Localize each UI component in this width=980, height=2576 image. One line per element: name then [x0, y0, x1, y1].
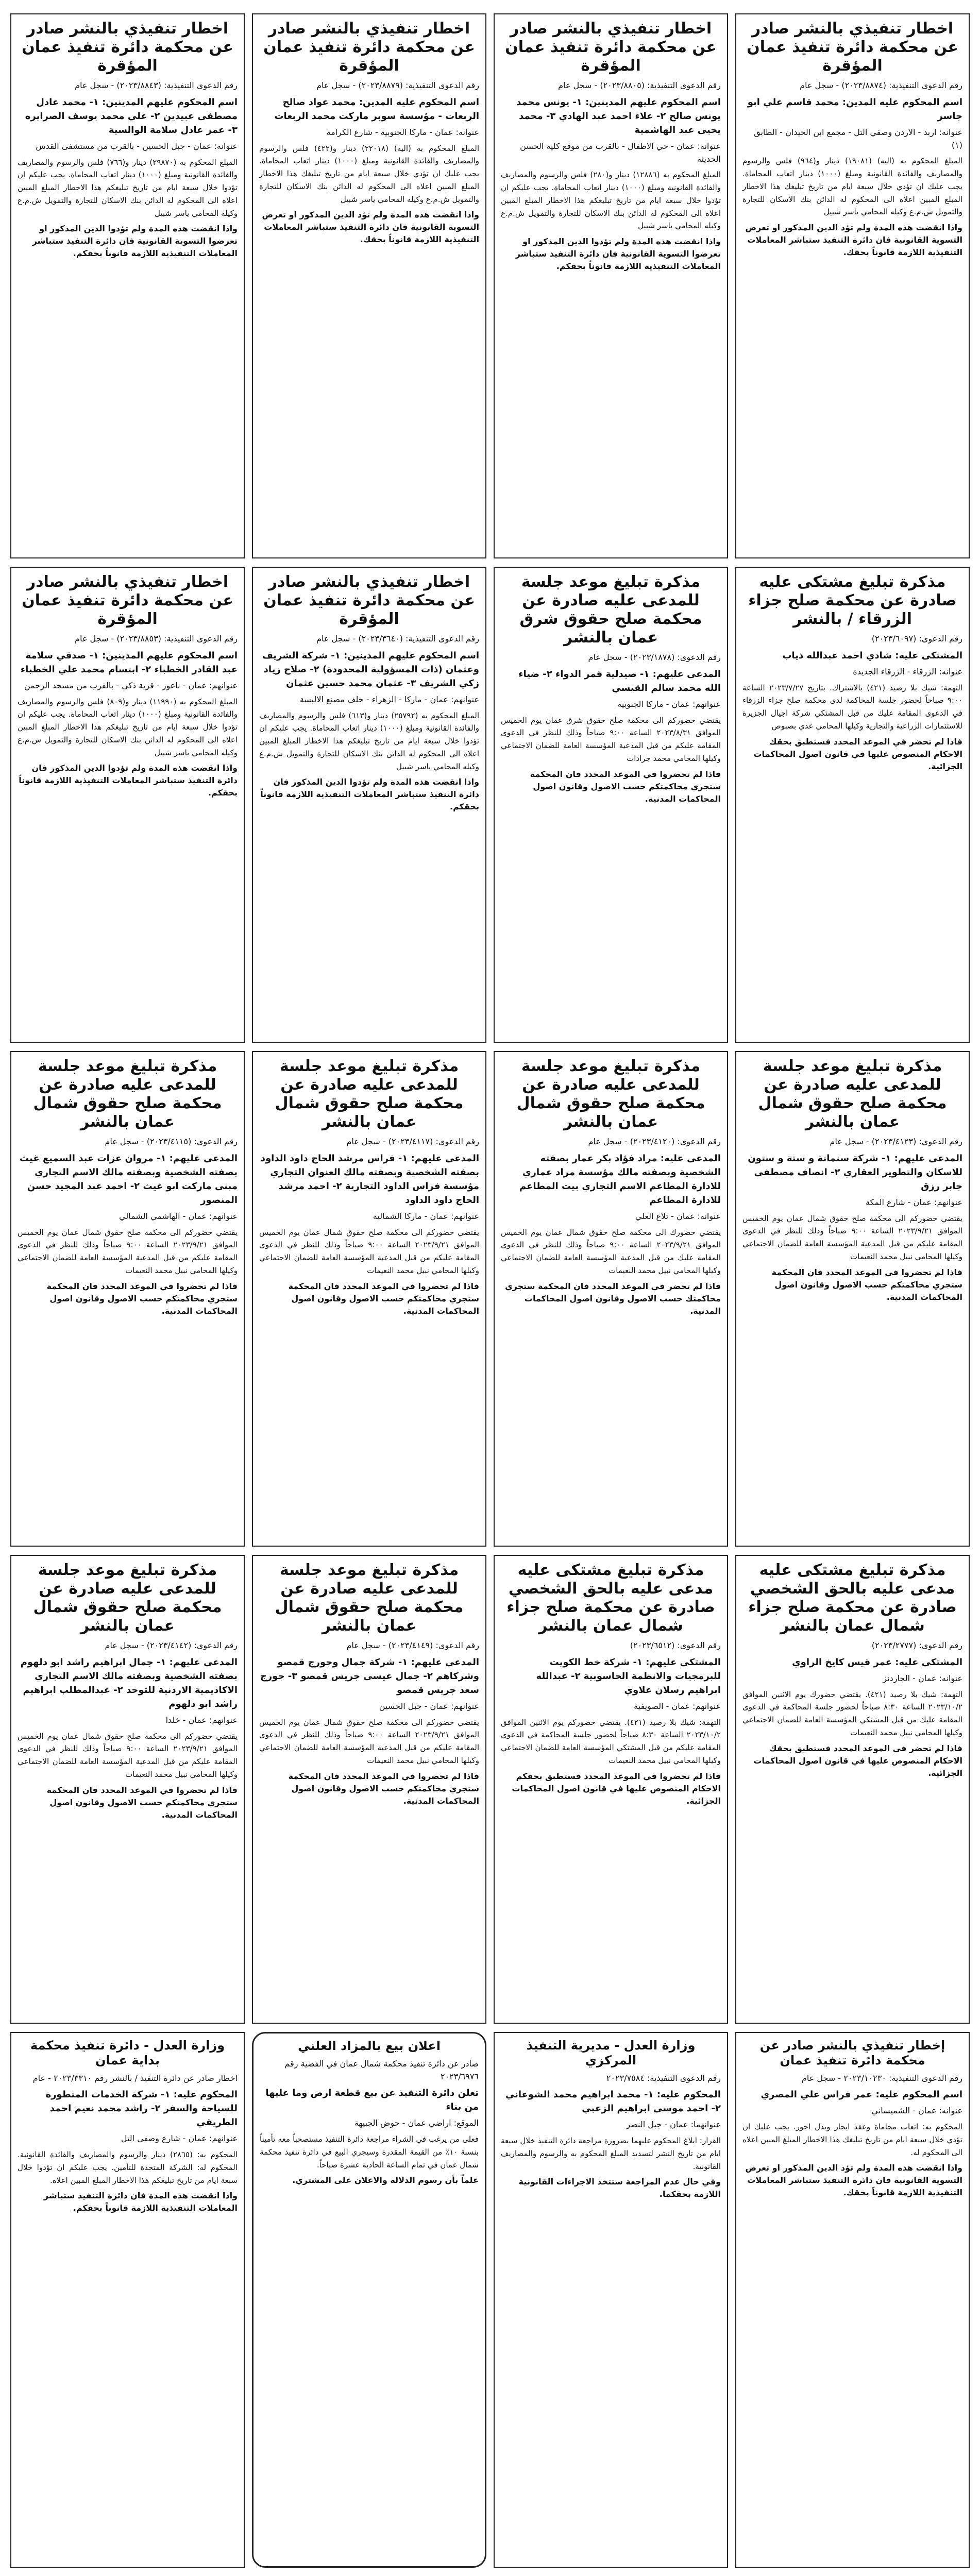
party-names: المدعى عليهم: ١- جمال ابراهيم راشد ابو دلهوم بصفته الشخصية وبصفته مالك الاسم التجاري الاكاديمية الاردنية للتوحد ٢- عبدالمطلب ابراهيم راشد ابو دلهوم [20, 1656, 238, 1709]
notice-card [735, 1555, 970, 2024]
notice-card [494, 13, 728, 558]
notices-row-2 [10, 567, 970, 1043]
case-number: صادر عن دائرة تنفيذ محكمة شمال عمان في القضية رقم ٢٠٢٣/٦٩٧٦ [284, 2058, 479, 2081]
notice-footer: فاذا لم تحضر في الموعد المحدد فان المحكمة ستجري محاكمتك حسب الاصول وقانون اصول المحاكمات المدنية. [505, 1281, 721, 1316]
notice-title: وزارة العدل - دائرة تنفيذ محكمة بداية عمان [30, 2038, 225, 2067]
notice-card [10, 2032, 245, 2568]
notice-footer: واذا انقضت هذه المدة ولم تؤدوا الدين المذكور فان دائرة التنفيذ ستباشر المعاملات التنفيذية اللازمة قانوناً بحقكم. [19, 763, 238, 798]
notice-title: اخطار تنفيذي بالنشر صادر عن محكمة دائرة تنفيذ عمان المؤقرة [22, 573, 233, 628]
party-address: عنوانهم: عمان - ناعور - قرية ذكي - بالقرب من مسجد الرحمن [24, 680, 238, 690]
notice-title: اخطار تنفيذي بالنشر صادر عن محكمة دائرة تنفيذ عمان المؤقرة [505, 20, 717, 75]
party-address: عنوانهم: عمان - خلدا [165, 1715, 238, 1725]
case-number: رقم الدعوى: (٢٠٢٣/١٨٧٨) - سجل عام [588, 652, 721, 662]
notice-footer: واذا انقضت هذه المدة ولم تؤدوا الدين المذكور او تعرضوا التسوية القانونية فان دائرة التنفيذ ستباشر المعاملات التنفيذية اللازمة قانوناً بحقكم. [515, 236, 721, 272]
case-number: رقم الدعوى: (٢٠٢٣/٤١١٥) - سجل عام [105, 1137, 238, 1146]
case-number: رقم الدعوى التنفيذية: (٢٠٢٣/٨٨٥٣) - سجل عام [75, 634, 238, 643]
case-number: رقم الدعوى التنفيذية: (٢٠٢٣/٨٨٤٣) - سجل عام [75, 80, 238, 90]
party-address: عنوانهم: عمان - ماركا - الزهراء - خلف مصنع الالبسة [299, 694, 479, 704]
notice-title: مذكرة تبليغ موعد جلسة للمدعى عليه صادرة عن محكمة صلح حقوق شرق عمان بالنشر [519, 573, 702, 647]
party-names: اسم المحكوم عليهم المدينين: ١- محمد عادل مصطفى عبيدين ٢- علي محمد يوسف الصرايره ٣- عمر عادل سلامة الوالسية [25, 96, 238, 135]
notice-footer: علماً بأن رسوم الدلالة والاعلان على المشتري. [292, 2175, 479, 2185]
notice-card [494, 2032, 728, 2568]
notice-body: المحكوم به: اتعاب محاماة وعقد ايجار وبدل اجور. يجب عليك ان تؤدي خلال سبعة ايام من تاريخ تبليغك هذا الاخطار المبلغ المبين اعلاه الى المحكوم له. [742, 2122, 962, 2157]
notice-footer: فاذا لم تحضروا في الموعد المحدد فان المحكمة ستجري محاكمتكم حسب الاصول وقانون اصول المحاكمات المدنية. [771, 1267, 962, 1302]
party-names: المحكوم عليه: ١- محمد ابراهيم محمد الشوعاني ٢- احمد موسى ابراهيم الزعبي [505, 2089, 721, 2114]
case-number: رقم الدعوى: (٢٠٢٣/٤١٤٢) - سجل عام [105, 1640, 238, 1650]
party-names: اسم المحكوم عليهم المدينين: ١- صدقي سلامة عبد القادر الخطباء ٢- ابتسام محمد علي الخطباء [20, 650, 238, 675]
case-number: رقم الدعوى: (٢٠٢٣/٢٧٧٧) [871, 1640, 962, 1650]
party-address: عنوانهما: عمان - جبل النصر [626, 2120, 721, 2130]
notice-card [10, 1555, 245, 2024]
case-number: رقم الدعوى التنفيذية: ٢٠٢٣/٧٥٨٤ [606, 2073, 721, 2083]
notice-body: فعلى من يرغب في الشراء مراجعة دائرة التنفيذ مستصحباً معه تأميناً بنسبة ١٠٪ من القيمة المقدرة وسيجري البيع في دائرة تنفيذ محكمة شمال عمان في تمام الساعة الحادية عشرة صباحاً. [260, 2134, 479, 2170]
notice-title: مذكرة تبليغ موعد جلسة للمدعى عليه صادرة عن محكمة صلح حقوق شمال عمان بالنشر [516, 1057, 705, 1131]
case-number: رقم الدعوى: (٢٠٢٣/٦٥١٢) [630, 1640, 721, 1650]
notice-footer: واذا انقضت هذه المدة ولم تؤد الدين المذكور او تعرض التسوية القانونية فان دائرة التنفيذ ستباشر المعاملات التنفيذية اللازمة قانوناً بحقك. [262, 210, 479, 245]
party-address: عنوانه: اربد - الاردن وصفي التل - مجمع ابن الحيدان - الطابق (١) [754, 127, 962, 150]
newspaper-page [10, 13, 970, 2576]
notice-title: مذكرة تبليغ موعد جلسة للمدعى عليه صادرة عن محكمة صلح حقوق شمال عمان بالنشر [275, 1057, 464, 1131]
party-address: عنوانهم: عمان - شارع المكة [865, 1197, 962, 1207]
notice-body: المبلغ المحكوم به (١٢٨٨٦) دينار و(٢٨٠) فلس والرسوم والمصاريف والفائدة القانونية ومبلغ (١٠٠٠) دينار اتعاب المحاماة. يجب عليكم ان تؤدوا خلال سبعة ايام من تاريخ تبليغكم هذا الاخطار المبلغ المبين اعلاه الى المحكوم له الدائن بنك الاسكان للتجارة والتمويل ش.م.ع وكيله المحامي ياسر شبيل [501, 170, 721, 231]
notice-body: يقتضي حضوركم الى محكمة صلح حقوق شمال عمان يوم الخميس الموافق ٢٠٢٣/٩/٢١ الساعة ٩:٠٠ صباحاً وذلك للنظر في الدعوى المقامة عليكم من قبل المدعية المؤسسة العامة للضمان الاجتماعي وكيلها المحامي نبيل محمد النعيمات [742, 1213, 962, 1261]
notice-footer: واذا انقضت هذه المدة فان دائرة التنفيذ ستباشر المعاملات التنفيذية اللازمة قانوناً بحقكم. [43, 2191, 238, 2213]
notice-footer: فاذا لم تحضر في الموعد المحدد فستطبق بحقك الاحكام المنصوص عليها في قانون اصول المحاكمات الجزائية. [753, 1743, 962, 1778]
notice-title: مذكرة تبليغ موعد جلسة للمدعى عليه صادرة عن محكمة صلح حقوق شمال عمان بالنشر [33, 1057, 222, 1131]
party-names: اسم المحكوم عليه المدين: محمد عواد صالح الربعات - مؤسسة سوبر ماركت محمد الربعات [274, 96, 479, 122]
notice-title: مذكرة تبليغ مشتكى عليه مدعى عليه بالحق الشخصي صادرة عن محكمة صلح جزاء شمال عمان بالنشر [506, 1561, 715, 1635]
notice-body: القرار: ابلاغ المحكوم عليهما بضرورة مراجعة دائرة التنفيذ خلال سبعة ايام من تاريخ النشر لتسديد المبلغ المحكوم به والرسوم والمصاريف القانونية. [501, 2136, 721, 2171]
party-names: المدعى عليهم: ١- فراس مرشد الحاج داود الداود بصفته الشخصية وبصفته مالك العنوان التجاري مؤسسة فراس الداود التجارية ٢- احمد مرشد الحاج داود الداود [260, 1153, 479, 1206]
auction-notice-card [252, 2032, 486, 2568]
notice-body: المبلغ المحكوم به (اليه) (١٩٠٨١) دينار و(٩٦٤) فلس والرسوم والمصاريف والفائدة القانونية ومبلغ (١٠٠٠) دينار اتعاب المحاماة. يجب عليك ان تؤدي خلال سبعة ايام من تاريخ تبليغك هذا الاخطار المبلغ المبين اعلاه الى المحكوم له الدائن بنك الاسكان للتجارة والتمويل ش.م.ع وكيله المحامي ياسر شبيل [742, 156, 963, 217]
notices-row-4 [10, 1555, 970, 2024]
party-names: المشتكى عليه: شادي احمد عبدالله ذياب [782, 650, 962, 661]
party-names: اسم المحكوم عليهم المدينين: ١- شركة الشريف وعثمان (ذات المسؤولية المحدودة) ٢- صلاح زياد زكي الشريف ٣- عثمان محمد حسين عثمان [262, 650, 479, 689]
notice-title: مذكرة تبليغ مشتكى عليه مدعى عليه بالحق الشخصي صادرة عن محكمة صلح جزاء شمال عمان بالنشر [748, 1561, 957, 1635]
party-names: المدعى عليهم: ١- مروان عزات عبد السميع غيث بصفته الشخصية وبصفته مالك الاسم التجاري مبنى ماركت ابو غيث ٢- احمد عبد المجيد حسن المنصور [20, 1153, 238, 1206]
party-address: عنوانه: عمان - حي الاطفال - بالقرب من موقع كلية الحسن الحديثة [520, 141, 721, 164]
notice-body: المبلغ المحكوم به (١١٩٩٠) دينار و(٨٠٩) فلس والرسوم والمصاريف والفائدة القانونية ومبلغ (١٠٠٠) دينار اتعاب المحاماة. يجب عليكم ان تؤدوا خلال سبعة ايام من تاريخ تبليغكم هذا الاخطار المبلغ المبين اعلاه الى المحكوم له الدائن بنك الاسكان للتجارة والتمويل ش.م.ع وكيله المحامي ياسر شبيل [18, 697, 238, 757]
notice-body: المبلغ المحكوم به (٢٩٨٧٠) دينار و(٧٦٦) فلس والرسوم والمصاريف والفائدة القانونية ومبلغ (١٠٠٠) دينار اتعاب المحاماة. يجب عليكم ان تؤدوا خلال سبعة ايام من تاريخ تبليغكم هذا الاخطار المبلغ المبين اعلاه الى المحكوم له الدائن بنك الاسكان للتجارة والتمويل ش.م.ع وكيله المحامي ياسر شبيل [18, 157, 238, 218]
party-address: عنوانهم: عمان - شارع وصفي التل [121, 2133, 238, 2144]
party-address: عنوانهم: عمان - جبل الحسين [379, 1701, 479, 1711]
notice-footer: فاذا لم تحضروا في الموعد المحدد فان المحكمة ستجري محاكمتكم حسب الاصول وقانون اصول المحاكمات المدنية. [46, 1785, 238, 1820]
party-names: المدعى عليهم: ١- شركة سنمانة و ستة و ستون للاسكان والتطوير العقاري ٢- انصاف مصطفى جابر رزق [748, 1153, 962, 1192]
party-names: اسم المحكوم عليهم المدينين: ١- يونس محمد يونس صالح ٢- علاء احمد عبد الهادي ٣- محمد يحيى عبد الهاشمية [516, 96, 721, 135]
notice-title: مذكرة تبليغ موعد جلسة للمدعى عليه صادرة عن محكمة صلح حقوق شمال عمان بالنشر [275, 1561, 464, 1635]
party-address: عنوانه: الزرقاء - الزرقاء الجديدة [853, 666, 962, 676]
notice-footer: واذا انقضت هذه المدة ولم تؤدوا الدين المذكور او تعرضوا التسوية القانونية فان دائرة التنفيذ ستباشر المعاملات التنفيذية اللازمة قانوناً بحقكم. [32, 224, 238, 259]
notice-footer: فاذا لم تحضروا في الموعد المحدد فان المحكمة ستجري محاكمتكم حسب الاصول وقانون اصول المحاكمات المدنية. [530, 769, 721, 804]
party-address: عنوانه: عمان - الشميساني [871, 2106, 962, 2116]
case-number: رقم الدعوى: (٢٠٢٣/٦٠٩٧) [871, 634, 962, 643]
notice-card [10, 1051, 245, 1547]
notice-title: إخطار تنفيذي بالنشر صادر عن محكمة دائرة تنفيذ عمان [759, 2038, 945, 2067]
case-number: رقم الدعوى التنفيذية: ٢٠٢٣/١٠٢٣٠ - سجل عام [801, 2073, 962, 2083]
notice-body: يقتضي حضوركم الى محكمة صلح حقوق شمال عمان يوم الخميس الموافق ٢٠٢٣/٩/٢١ الساعة ٩:٠٠ صباحاً وذلك للنظر في الدعوى المقامة عليكم من قبل المدعية المؤسسة العامة للضمان الاجتماعي وكيلها المحامي نبيل محمد النعيمات [18, 1731, 238, 1779]
notice-footer: فاذا لم تحضروا في الموعد المحدد فان المحكمة ستجري محاكمتكم حسب الاصول وقانون اصول المحاكمات المدنية. [288, 1771, 479, 1806]
party-address: عنوانهم: عمان - ماركا الجنوبية [617, 699, 721, 709]
notices-row-3 [10, 1051, 970, 1547]
party-names: المدعى عليهم: ١- صيدلية قمر الدواء ٢- ضياء الله محمد سالم القيسي [518, 668, 721, 693]
notice-card [735, 1051, 970, 1547]
notice-card [252, 13, 486, 558]
notice-body: المحكوم به: (٢٨٦٥) دينار والرسوم والمصاريف والفائدة القانونية. المحكوم له: الشركة المتحدة للتأمين. يجب عليكم ان تؤدوا خلال سبعة ايام من تاريخ تبليغكم هذا الاخطار المبلغ المبين اعلاه. [18, 2150, 238, 2185]
notice-card [10, 13, 245, 558]
notice-card [252, 567, 486, 1043]
notices-row-1 [10, 13, 970, 558]
case-number: رقم الدعوى: (٢٠٢٣/٤١٢٠) - سجل عام [588, 1137, 721, 1146]
notice-title: اخطار تنفيذي بالنشر صادر عن محكمة دائرة تنفيذ عمان المؤقرة [263, 20, 475, 75]
notice-body: يقتضي حضوركم الى محكمة صلح حقوق شمال عمان يوم الخميس الموافق ٢٠٢٣/٩/٢١ الساعة ٩:٠٠ صباحاً وذلك للنظر في الدعوى المقامة عليكم من قبل المدعية المؤسسة العامة للضمان الاجتماعي وكيلها المحامي نبيل محمد النعيمات [259, 1227, 479, 1275]
notice-title: مذكرة تبليغ موعد جلسة للمدعى عليه صادرة عن محكمة صلح حقوق شمال عمان بالنشر [758, 1057, 947, 1131]
notice-footer: فاذا لم تحضروا في الموعد المحدد فستطبق بحقكم الاحكام المنصوص عليها في قانون اصول المحاكمات الجزائية. [512, 1771, 721, 1806]
party-names: المدعى عليه: مراد فؤاد بكر عمار بصفته الشخصية وبصفته مالك مؤسسة مراد عماري للادارة المطاعم الاسم التجاري بيت المطاعم للادارة المطاعم [519, 1153, 721, 1206]
party-address: عنوانهم: عمان - ماركا الشمالية [373, 1211, 479, 1221]
party-address: عنوانهم: عمان - الصويفية [634, 1701, 721, 1711]
case-number: رقم الدعوى التنفيذية: (٢٠٢٣/٨٨٧٩) - سجل عام [316, 80, 479, 90]
notice-card [494, 567, 728, 1043]
party-names: تعلن دائرة التنفيذ عن بيع قطعة ارض وما عليها من بناء [265, 2088, 479, 2113]
notice-body: يقتضي حضورك الى محكمة صلح حقوق شمال عمان يوم الخميس الموافق ٢٠٢٣/٩/٢١ الساعة ٩:٠٠ صباحاً وذلك للنظر في الدعوى المقامة عليك من قبل المدعية المؤسسة العامة للضمان الاجتماعي وكيلها المحامي نبيل محمد النعيمات [501, 1227, 721, 1275]
party-names: المحكوم عليه: ١- شركة الخدمات المتطورة للسياحة والسفر ٢- راشد محمد نعيم احمد الطريقي [45, 2089, 238, 2128]
notice-card [252, 1051, 486, 1547]
notice-title: مذكرة تبليغ مشتكى عليه صادرة عن محكمة صلح جزاء الزرقاء / بالنشر [748, 573, 957, 628]
party-names: اسم المحكوم عليه المدين: محمد قاسم علي ابو جاسر [747, 96, 962, 122]
party-names: المدعى عليهم: ١- شركة جمال وجورج قمصو وشركاهم ٢- جمال عيسى جريس قمصو ٣- جورج سعد جريس قمصو [260, 1656, 479, 1696]
case-number: رقم الدعوى: (٢٠٢٣/٤١١٧) - سجل عام [346, 1137, 479, 1146]
case-number: رقم الدعوى التنفيذية: (٢٠٢٣/٣٦٤٠) - سجل عام [316, 634, 479, 643]
case-number: رقم الدعوى التنفيذية: (٢٠٢٣/٨٨٧٤) - سجل عام [800, 80, 962, 90]
notice-body: يقتضي حضوركم الى محكمة صلح حقوق شمال عمان يوم الخميس الموافق ٢٠٢٣/٩/٢١ الساعة ٩:٠٠ صباحاً وذلك للنظر في الدعوى المقامة عليكم من قبل المدعية المؤسسة العامة للضمان الاجتماعي وكيلها المحامي نبيل محمد النعيمات [259, 1717, 479, 1765]
notice-card [494, 1555, 728, 2024]
notice-body: التهمة: شيك بلا رصيد (٤٢١). يقتضي حضوركم يوم الاثنين الموافق ٢٠٢٣/١٠/٢ الساعة ٨:٣٠ صباحاً لحضور جلسة المحاكمة في الدعوى المقامة عليكم من قبل المشتكي المؤسسة العامة للضمان الاجتماعي وكيلها المحامي نبيل محمد النعيمات [501, 1717, 721, 1765]
party-address: عنوانه: عمان - تلاع العلي [635, 1211, 721, 1221]
notice-footer: فاذا لم تحضروا في الموعد المحدد فان المحكمة ستجري محاكمتكم حسب الاصول وقانون اصول المحاكمات المدنية. [46, 1281, 238, 1316]
notice-footer: واذا انقضت هذه المدة ولم تؤد الدين المذكور او تعرض التسوية القانونية فان دائرة التنفيذ ستباشر المعاملات التنفيذية اللازمة قانوناً بحقك. [745, 2163, 962, 2198]
party-address: عنوانه: عمان - الجاردنز [883, 1673, 962, 1683]
party-address: عنوانهم: عمان - الهاشمي الشمالي [119, 1211, 238, 1221]
notice-footer: فاذا لم تحضر في الموعد المحدد فستطبق بحقك الاحكام المنصوص عليها في قانون اصول المحاكمات الجزائية. [753, 736, 962, 771]
notice-body: يقتضي حضوركم الى محكمة صلح حقوق شرق عمان يوم الخميس الموافق ٢٠٢٣/٨/٣١ الساعة ٩:٠٠ صباحاً وذلك للنظر في الدعوى المقامة عليكم من قبل المدعية المؤسسة العامة للضمان الاجتماعي وكيلها المحامي محمد جرادات [501, 715, 721, 763]
notice-card [735, 13, 970, 558]
notice-footer: فاذا لم تحضروا في الموعد المحدد فان المحكمة ستجري محاكمتكم حسب الاصول وقانون اصول المحاكمات المدنية. [288, 1281, 479, 1316]
party-names: اسم المحكوم عليه: عمر فراس علي المصري [761, 2089, 962, 2100]
case-number: رقم الدعوى: (٢٠٢٣/٤١٢٣) - سجل عام [830, 1137, 962, 1146]
notice-card [10, 567, 245, 1043]
notice-title: اخطار تنفيذي بالنشر صادر عن محكمة دائرة تنفيذ عمان المؤقرة [22, 20, 233, 75]
notice-title: اعلان بيع بالمزاد العلني [298, 2039, 441, 2053]
notice-body: المبلغ المحكوم به (٢٥٧٩٢) دينار و(٦١٣) فلس والرسوم والمصاريف والفائدة القانونية ومبلغ (١٠٠٠) دينار اتعاب المحاماة. يجب عليكم ان تؤدوا خلال سبعة ايام من تاريخ تبليغكم هذا الاخطار المبلغ المبين اعلاه الى المحكوم له الدائن بنك الاسكان للتجارة والتمويل ش.م.ع وكيله المحامي ياسر شبيل [259, 710, 479, 771]
party-address: الموقع: اراضي عمان - حوض الجبيهة [354, 2118, 479, 2128]
notice-footer: وفي حال عدم المراجعة ستتخذ الاجراءات القانونية اللازمة بحقكما. [518, 2177, 721, 2199]
notice-card [735, 2032, 970, 2568]
notice-title: اخطار تنفيذي بالنشر صادر عن محكمة دائرة تنفيذ عمان المؤقرة [263, 573, 475, 628]
notice-card [252, 1555, 486, 2024]
notice-title: اخطار تنفيذي بالنشر صادر عن محكمة دائرة تنفيذ عمان المؤقرة [747, 20, 958, 75]
case-number: رقم الدعوى التنفيذية: (٢٠٢٣/٨٨٠٥) - سجل عام [558, 80, 721, 90]
party-names: المشتكى عليهم: ١- شركة خط الكويت للبرمجيات والانظمة الحاسوبية ٢- عبدالله ابراهيم رسلان علاوي [536, 1656, 721, 1696]
party-address: عنوانه: عمان - جبل الحسين - بالقرب من مستشفى القدس [36, 141, 238, 151]
party-names: المشتكى عليه: عمر قيس كايخ الراوي [792, 1656, 962, 1668]
notice-title: وزارة العدل - مديرية التنفيذ المركزي [526, 2038, 696, 2067]
notice-body: التهمة: شيك بلا رصيد (٤٢١). يقتضي حضورك يوم الاثنين الموافق ٢٠٢٣/١٠/٢ الساعة ٨:٣٠ صباحاً لحضور جلسة المحاكمة في الدعوى المقامة عليك من قبل المشتكي المؤسسة العامة للضمان الاجتماعي وكيلها المحامي نبيل محمد النعيمات [742, 1689, 962, 1737]
notice-card [735, 567, 970, 1043]
case-number: اخطار صادر عن دائرة التنفيذ / بالنشر رقم ٢٠٢٣/٣٣١٠ - عام [32, 2073, 238, 2083]
case-number: رقم الدعوى: (٢٠٢٣/٤١٤٩) - سجل عام [346, 1640, 479, 1650]
notice-footer: واذا انقضت هذه المدة ولم تؤدوا الدين المذكور فان دائرة التنفيذ ستباشر المعاملات التنفيذية اللازمة قانوناً بحقكم. [260, 777, 479, 812]
notice-card [494, 1051, 728, 1547]
notice-body: المبلغ المحكوم به (اليه) (٢٢٠١٨) دينار و(٤٢٢) فلس والرسوم والمصاريف والفائدة القانونية ومبلغ (١٠٠٠) دينار اتعاب المحاماة. يجب عليك ان تؤدي خلال سبعة ايام من تاريخ تبليغك هذا الاخطار المبلغ المبين اعلاه الى المحكوم له الدائن بنك الاسكان للتجارة والتمويل ش.م.ع وكيله المحامي ياسر شبيل [259, 143, 480, 204]
notice-body: التهمة: شيك بلا رصيد (٤٢١) بالاشتراك. بتاريخ ٢٠٢٣/٧/٢٧ الساعة ٩:٠٠ صباحاً لحضور جلسة المحاكمة لدى محكمة صلح جزاء الزرقاء في الدعوى المقامة عليك من قبل المشتكي شركة اجيال الجزيرة للاستثمارات الزراعية والتجارية وكيلها المحامي عدي بصبوص [742, 683, 962, 731]
notice-body: يقتضي حضوركم الى محكمة صلح حقوق شمال عمان يوم الخميس الموافق ٢٠٢٣/٩/٢١ الساعة ٩:٠٠ صباحاً وذلك للنظر في الدعوى المقامة عليكم من قبل المدعية المؤسسة العامة للضمان الاجتماعي وكيلها المحامي نبيل محمد النعيمات [18, 1227, 238, 1275]
notice-footer: واذا انقضت هذه المدة ولم تؤد الدين المذكور او تعرض التسوية القانونية فان دائرة التنفيذ ستباشر المعاملات التنفيذية اللازمة قانوناً بحقك. [745, 223, 962, 258]
notices-row-5 [10, 2032, 970, 2568]
party-address: عنوانه: عمان - ماركا الجنوبية - شارع الكرامة [326, 127, 479, 137]
notice-title: مذكرة تبليغ موعد جلسة للمدعى عليه صادرة عن محكمة صلح حقوق شمال عمان بالنشر [33, 1561, 222, 1635]
